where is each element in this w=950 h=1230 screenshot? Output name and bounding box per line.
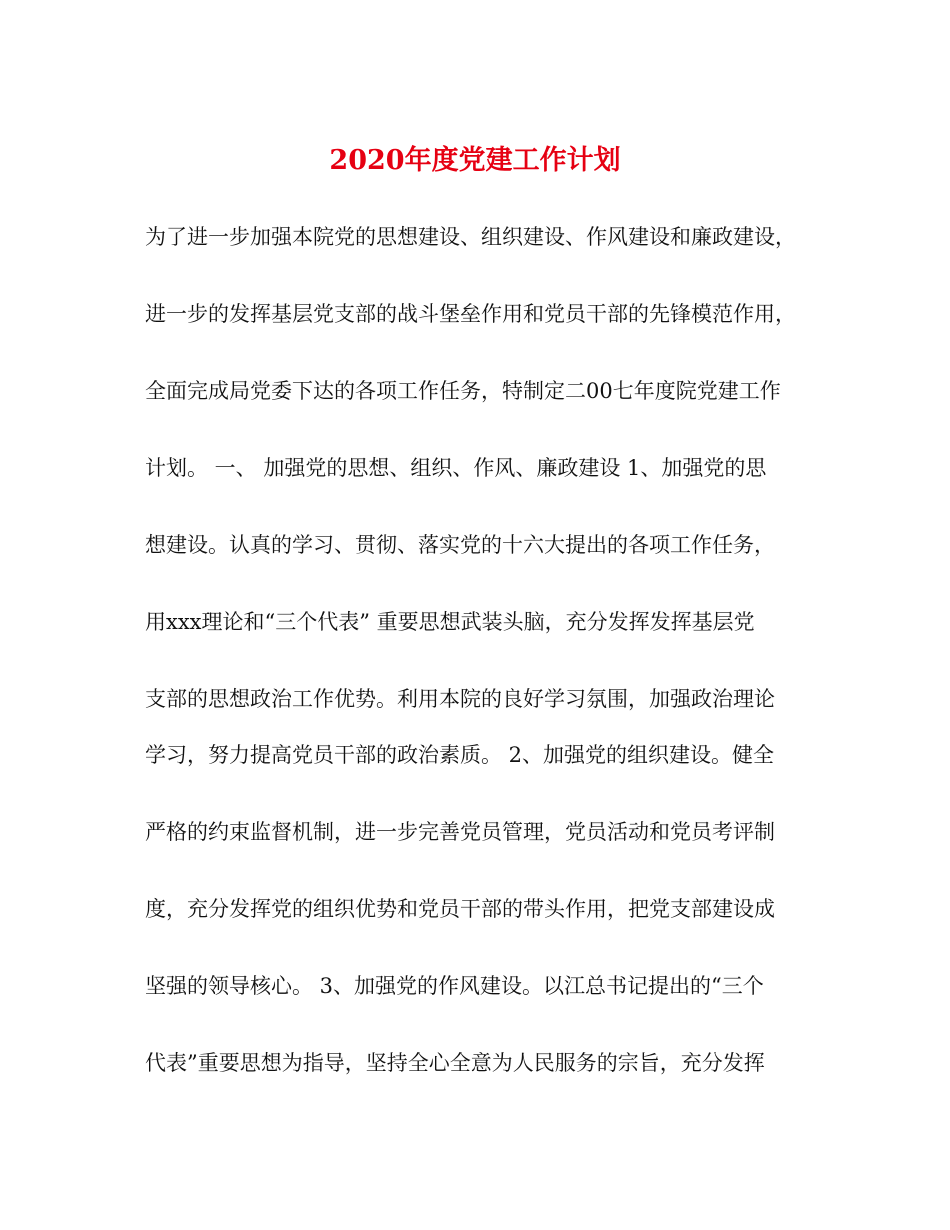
body-line: 严格的约束监督机制，进一步完善党员管理，党员活动和党员考评制 [145, 820, 775, 844]
body-line: 学习，努力提高党员干部的政治素质。 2、加强党的组织建设。健全 [145, 743, 775, 767]
body-line: 计划。 一、 加强党的思想、组织、作风、廉政建设 1、加强党的思 [145, 456, 767, 480]
body-line: 度，充分发挥党的组织优势和党员干部的带头作用，把党支部建设成 [145, 897, 775, 921]
document-title: 2020年度党建工作计划 [329, 145, 621, 176]
body-line: 进一步的发挥基层党支部的战斗堡垒作用和党员干部的先锋模范作用， [145, 302, 796, 326]
body-line: 想建设。认真的学习、贯彻、落实党的十六大提出的各项工作任务， [145, 533, 775, 557]
body-line: 用xxx理论和“三个代表” 重要思想武装头脑，充分发挥发挥基层党 [145, 610, 755, 634]
body-line: 全面完成局党委下达的各项工作任务，特制定二00七年度院党建工作 [145, 379, 781, 403]
body-line: 代表”重要思想为指导，坚持全心全意为人民服务的宗旨，充分发挥 [145, 1051, 765, 1075]
body-line: 支部的思想政治工作优势。利用本院的良好学习氛围，加强政治理论 [145, 687, 775, 711]
body-line: 为了进一步加强本院党的思想建设、组织建设、作风建设和廉政建设， [145, 225, 796, 249]
body-line: 坚强的领导核心。 3、加强党的作风建设。以江总书记提出的“三个 [145, 974, 764, 998]
